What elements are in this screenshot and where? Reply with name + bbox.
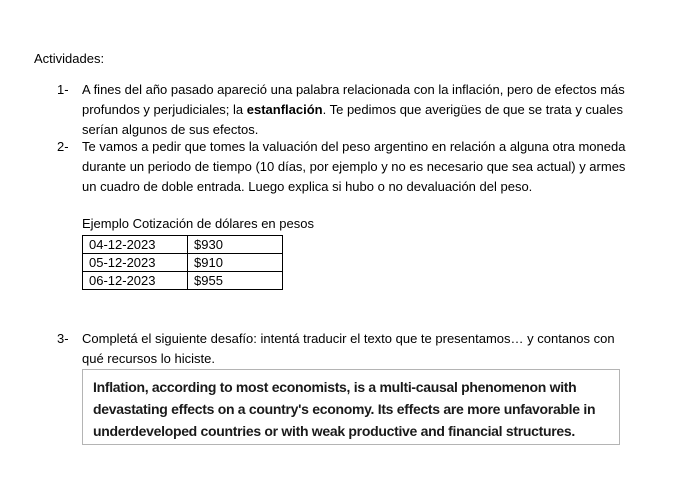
activity-text [82,80,637,140]
activity-number: 2- [57,139,69,154]
activity-number: 1- [57,82,69,97]
activity-item-2 [57,137,637,197]
english-text-box: Inflation, according to most economists, is a multi-causal phenomenon with devastating effects on a country's economy. Its effects are more unfavorable in underdeveloped countries or with weak productive and financial structures. [82,369,620,445]
exchange-rate-table [82,235,283,290]
value-cell: $910 [188,254,283,272]
activity-text-part: A fines del año pasado apareció una palabra relacionada con la inflación, pero de efectos más profundos y perjudiciales; la [82,82,625,117]
activity-number: 3- [57,331,69,346]
date-cell: 04-12-2023 [83,236,188,254]
table-row [83,254,283,272]
date-cell: 05-12-2023 [83,254,188,272]
activity-text: Te vamos a pedir que tomes la valuación del peso argentino en relación a alguna otra moneda durante un periodo de tiempo (10 días, por ejemplo y no es necesario que sea actual) y armes un cuadro de doble entrada. Luego explica si hubo o no devaluación del peso. [82,139,626,194]
activity-item-3 [57,329,637,369]
table-row [83,236,283,254]
table-row [83,272,283,290]
activity-text: Completá el siguiente desafío: intentá traducir el texto que te presentamos… y contanos con qué recursos lo hiciste. [82,331,615,366]
value-cell: $955 [188,272,283,290]
table-caption: Ejemplo Cotización de dólares en pesos [82,216,314,231]
activities-heading: Actividades: [34,51,105,66]
date-cell: 06-12-2023 [83,272,188,290]
activity-item-1 [57,80,637,140]
bold-term: estanflación [246,102,323,117]
activity-text-part: . Te pedimos que averigües de que se trata y cuales serían algunos de sus efectos. [82,102,624,137]
value-cell: $930 [188,236,283,254]
